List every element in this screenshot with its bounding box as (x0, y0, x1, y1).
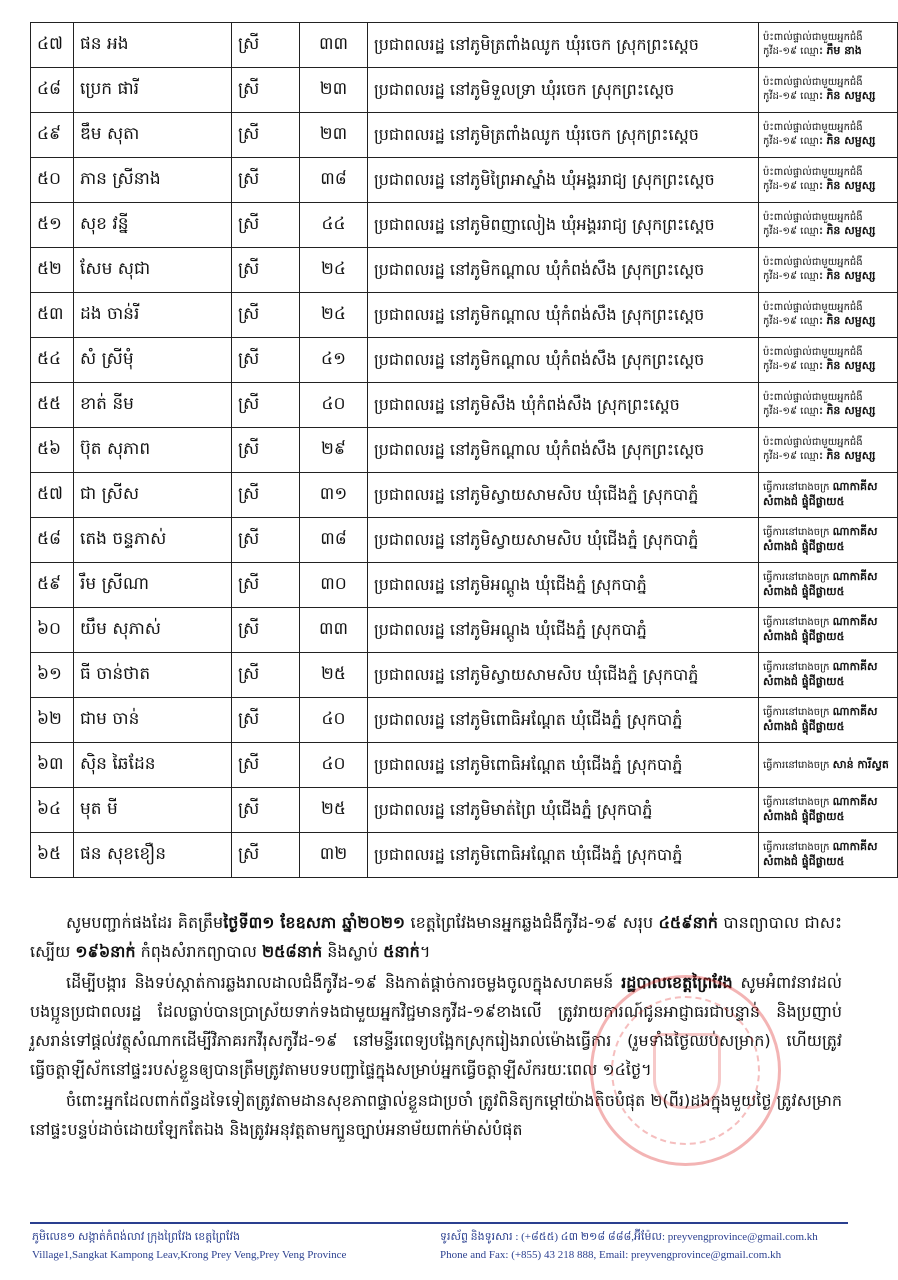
table-row (31, 203, 898, 248)
case-sex: ស្រី (232, 158, 300, 203)
case-age: ៣២ (300, 833, 368, 878)
case-age: ៣៣ (300, 23, 368, 68)
note-text: ប៉ះពាល់ផ្ទាល់ជាមួយអ្នកជំងឺ កូវីដ-១៩ ឈ្មោះ (763, 436, 863, 463)
case-age: ៤០ (300, 383, 368, 428)
table-row (31, 518, 898, 563)
case-number: ៦០ (31, 608, 74, 653)
case-number: ៤៨ (31, 68, 74, 113)
case-address: ប្រជាពលរដ្ឋ នៅភូមិអណ្ដូង ឃុំជើងភ្នំ ស្រុកបាភ្នំ (368, 608, 759, 653)
case-address: ប្រជាពលរដ្ឋ នៅភូមិកណ្ដាល ឃុំកំពង់សឹង ស្រុកព្រះស្ដេច (368, 293, 759, 338)
case-sex: ស្រី (232, 113, 300, 158)
table-row (31, 428, 898, 473)
recovered-count: ១៩៦នាក់ (75, 942, 136, 961)
case-name: សំ ស្រីមុំ (74, 338, 232, 383)
summary-text: សូមបញ្ជាក់ផងដែរ គិតត្រឹម (66, 913, 224, 932)
case-sex: ស្រី (232, 608, 300, 653)
case-number: ៦៣ (31, 743, 74, 788)
case-name: ដង ចាន់រី (74, 293, 232, 338)
case-sex: ស្រី (232, 293, 300, 338)
table-row (31, 563, 898, 608)
note-text: ធ្វើការនៅរោងចក្រ (763, 572, 830, 584)
table-row (31, 23, 898, 68)
case-name: សែម សុជា (74, 248, 232, 293)
note-text: ប៉ះពាល់ផ្ទាល់ជាមួយអ្នកជំងឺ កូវីដ-១៩ ឈ្មោះ (763, 121, 863, 148)
case-age: ៤០ (300, 698, 368, 743)
note-source: ភិន សម្ផស្ស (826, 179, 876, 193)
note-source: ណាកាគីស សំពាងជំ ផ្ទុំជីផ្លាយ៥ (763, 480, 878, 508)
table-row (31, 653, 898, 698)
treating-count: ២៥៨នាក់ (261, 942, 323, 961)
provincial-administration: រដ្ឋបាលខេត្តព្រៃវែង (621, 973, 733, 992)
case-contact-note (759, 653, 898, 698)
case-name: រឹម ស្រីណា (74, 563, 232, 608)
case-number: ៥៤ (31, 338, 74, 383)
case-contact-note (759, 473, 898, 518)
case-contact-note (759, 203, 898, 248)
footer-divider (30, 1222, 848, 1224)
note-text: ប៉ះពាល់ផ្ទាល់ជាមួយអ្នកជំងឺ កូវីដ-១៩ ឈ្មោះ (763, 166, 863, 193)
note-text: ធ្វើការនៅរោងចក្រ (763, 482, 830, 494)
summary-paragraph (30, 908, 842, 966)
case-contact-note (759, 113, 898, 158)
summary-date: ថ្ងៃទី៣១ ខែឧសភា ឆ្នាំ២០២១ (223, 913, 406, 932)
appeal-text: សូមអំពាវនាវដល់ បងប្អូនប្រជាពលរដ្ឋ ដែលធ្លាប់បានប្រាស្រ័យទាក់ទងជាមួយអ្នកវិជ្ជមានកូវីដ-១៩ខាងលើ ត្រូវរាយការណ៍ជូនអាជ្ញាធរជាបន្ទាន់ និងប្រញាប់រួសរាន់ទៅផ្ដល់វត្ថុសំណាកដើម្បីវិភាគរកវីរុសកូវីដ-១៩ នៅមន្ទីរពេទ្យបង្អែកស្រុករៀងរាល់ម៉ោងធ្វើការ (រួមទាំងថ្ងៃឈប់សម្រាក) ហើយត្រូវធ្វើចត្តាឡីស័កនៅផ្ទះរបស់ខ្លួនឲ្យបានត្រឹមត្រូវតាមបទបញ្ជាផ្ទៃក្នុងសម្រាប់អ្នកធ្វើចត្តាឡីស័ករយៈពេល ១៤ថ្ងៃ។ (30, 973, 843, 1079)
table-row (31, 608, 898, 653)
note-source: ណាកាគីស សំពាងជំ ផ្ទុំជីផ្លាយ៥ (763, 660, 878, 688)
table-row (31, 248, 898, 293)
case-name: ផន សុខខឿន (74, 833, 232, 878)
case-age: ៣៨ (300, 518, 368, 563)
case-name: ជាម ចាន់ (74, 698, 232, 743)
appeal-text: ដើម្បីបង្ការ និងទប់ស្កាត់ការឆ្លងរាលដាលជំងឺកូវីដ-១៩ និងកាត់ផ្ដាច់ការចម្លងចូលក្នុងសហគមន៍ (66, 973, 622, 992)
note-source: ណាកាគីស សំពាងជំ ផ្ទុំជីផ្លាយ៥ (763, 840, 878, 868)
case-number: ៥៥ (31, 383, 74, 428)
case-sex: ស្រី (232, 203, 300, 248)
case-address: ប្រជាពលរដ្ឋ នៅភូមិស្វាយសាមសិប ឃុំជើងភ្នំ ស្រុកបាភ្នំ (368, 473, 759, 518)
table-row (31, 338, 898, 383)
case-name: ផន អង (74, 23, 232, 68)
case-name: ស៊ិន ឆៃដែន (74, 743, 232, 788)
case-sex: ស្រី (232, 833, 300, 878)
body-text (30, 908, 842, 1146)
case-sex: ស្រី (232, 698, 300, 743)
note-text: ធ្វើការនៅរោងចក្រ (763, 617, 830, 629)
note-text: ប៉ះពាល់ផ្ទាល់ជាមួយអ្នកជំងឺ កូវីដ-១៩ ឈ្មោះ (763, 256, 863, 283)
case-sex: ស្រី (232, 563, 300, 608)
table-row (31, 743, 898, 788)
case-name: ភាន ស្រីនាង (74, 158, 232, 203)
note-source: ភិន សម្ផស្ស (826, 359, 876, 373)
case-contact-note (759, 68, 898, 113)
note-text: ប៉ះពាល់ផ្ទាល់ជាមួយអ្នកជំងឺ កូវីដ-១៩ ឈ្មោះ (763, 301, 863, 328)
case-address: ប្រជាពលរដ្ឋ នៅភូមិត្រពាំងឈូក ឃុំរចេក ស្រុកព្រះស្ដេច (368, 23, 759, 68)
case-sex: ស្រី (232, 23, 300, 68)
case-age: ២៩ (300, 428, 368, 473)
case-number: ៥០ (31, 158, 74, 203)
table-row (31, 158, 898, 203)
note-text: ប៉ះពាល់ផ្ទាល់ជាមួយអ្នកជំងឺ កូវីដ-១៩ ឈ្មោះ (763, 76, 863, 103)
case-contact-note (759, 23, 898, 68)
case-number: ៥៨ (31, 518, 74, 563)
case-age: ៤០ (300, 743, 368, 788)
note-source: ភិន សម្ផស្ស (826, 224, 876, 238)
death-count: ៥នាក់ (383, 942, 420, 961)
table-row (31, 473, 898, 518)
case-sex: ស្រី (232, 473, 300, 518)
case-age: ២៥ (300, 788, 368, 833)
footer-address (32, 1228, 432, 1264)
case-age: ៣៣ (300, 608, 368, 653)
case-name: ធី ចាន់ថាត (74, 653, 232, 698)
case-contact-note (759, 338, 898, 383)
cases-table-body (31, 23, 898, 878)
summary-text: កំពុងសំរាកព្យាបាល (135, 942, 262, 961)
case-number: ៦២ (31, 698, 74, 743)
case-sex: ស្រី (232, 788, 300, 833)
case-contact-note (759, 563, 898, 608)
case-contact-note (759, 833, 898, 878)
table-row (31, 383, 898, 428)
case-age: ៤១ (300, 338, 368, 383)
case-address: ប្រជាពលរដ្ឋ នៅភូមិត្រពាំងឈូក ឃុំរចេក ស្រុកព្រះស្ដេច (368, 113, 759, 158)
case-address: ប្រជាពលរដ្ឋ នៅភូមិកណ្ដាល ឃុំកំពង់សឹង ស្រុកព្រះស្ដេច (368, 428, 759, 473)
case-age: ៤៤ (300, 203, 368, 248)
case-number: ៥២ (31, 248, 74, 293)
case-sex: ស្រី (232, 518, 300, 563)
case-name: យឹម សុភាស់ (74, 608, 232, 653)
case-name: តេង ចន្ទភាស់ (74, 518, 232, 563)
case-sex: ស្រី (232, 428, 300, 473)
case-contact-note (759, 518, 898, 563)
case-address: ប្រជាពលរដ្ឋ នៅភូមិកណ្ដាល ឃុំកំពង់សឹង ស្រុកព្រះស្ដេច (368, 248, 759, 293)
appeal-paragraph (30, 968, 842, 1084)
case-sex: ស្រី (232, 338, 300, 383)
case-address: ប្រជាពលរដ្ឋ នៅភូមិពញាលៀង ឃុំអង្គររាជ្យ ស្រុកព្រះស្ដេច (368, 203, 759, 248)
table-row (31, 113, 898, 158)
note-source: ភិន សម្ផស្ស (826, 89, 876, 103)
summary-text: បានព្យាបាល ជាសះស្បើយ (30, 913, 843, 961)
case-address: ប្រជាពលរដ្ឋ នៅភូមិពោធិអណ្ដែត ឃុំជើងភ្នំ ស្រុកបាភ្នំ (368, 743, 759, 788)
case-address: ប្រជាពលរដ្ឋ នៅភូមិមាត់ព្រៃ ឃុំជើងភ្នំ ស្រុកបាភ្នំ (368, 788, 759, 833)
summary-text: ។ (419, 942, 431, 961)
case-number: ៥១ (31, 203, 74, 248)
note-text: ប៉ះពាល់ផ្ទាល់ជាមួយអ្នកជំងឺ កូវីដ-១៩ ឈ្មោះ (763, 31, 863, 58)
note-text: ធ្វើការនៅរោងចក្រ (763, 707, 830, 719)
case-number: ៦១ (31, 653, 74, 698)
case-contact-note (759, 293, 898, 338)
case-number: ៥៩ (31, 563, 74, 608)
case-contact-note (759, 428, 898, 473)
case-name: ឌឹម សុតា (74, 113, 232, 158)
case-contact-note (759, 698, 898, 743)
table-row (31, 833, 898, 878)
case-age: ២៣ (300, 113, 368, 158)
case-age: ២៤ (300, 293, 368, 338)
case-age: ២៤ (300, 248, 368, 293)
note-text: ប៉ះពាល់ផ្ទាល់ជាមួយអ្នកជំងឺ កូវីដ-១៩ ឈ្មោះ (763, 211, 863, 238)
case-name: ខាត់ នីម (74, 383, 232, 428)
note-source: ភិន សម្ផស្ស (826, 404, 876, 418)
note-text: ធ្វើការនៅរោងចក្រ (763, 662, 830, 674)
note-text: ប៉ះពាល់ផ្ទាល់ជាមួយអ្នកជំងឺ កូវីដ-១៩ ឈ្មោះ (763, 346, 863, 373)
case-address: ប្រជាពលរដ្ឋ នៅភូមិកណ្ដាល ឃុំកំពង់សឹង ស្រុកព្រះស្ដេច (368, 338, 759, 383)
note-source: ណាកាគីស សំពាងជំ ផ្ទុំជីផ្លាយ៥ (763, 795, 878, 823)
case-number: ៥៦ (31, 428, 74, 473)
case-age: ៣០ (300, 563, 368, 608)
case-sex: ស្រី (232, 743, 300, 788)
case-number: ៥៣ (31, 293, 74, 338)
case-age: ៣៨ (300, 158, 368, 203)
case-address: ប្រជាពលរដ្ឋ នៅភូមិពោធិអណ្ដែត ឃុំជើងភ្នំ ស្រុកបាភ្នំ (368, 833, 759, 878)
note-source: ភិន សម្ផស្ស (826, 449, 876, 463)
note-source: ណាកាគីស សំពាងជំ ផ្ទុំជីផ្លាយ៥ (763, 615, 878, 643)
case-address: ប្រជាពលរដ្ឋ នៅភូមិអណ្ដូង ឃុំជើងភ្នំ ស្រុកបាភ្នំ (368, 563, 759, 608)
note-source: ភឹម នាង (826, 44, 862, 58)
case-age: ២៣ (300, 68, 368, 113)
footer-contact-en: Phone and Fax: (+855) 43 218 888, Email: preyvengprovince@gmail.com.kh (440, 1249, 782, 1261)
note-text: ប៉ះពាល់ផ្ទាល់ជាមួយអ្នកជំងឺ កូវីដ-១៩ ឈ្មោះ (763, 391, 863, 418)
case-address: ប្រជាពលរដ្ឋ នៅភូមិពោធិអណ្ដែត ឃុំជើងភ្នំ ស្រុកបាភ្នំ (368, 698, 759, 743)
note-text: ធ្វើការនៅរោងចក្រ (763, 527, 830, 539)
case-address: ប្រជាពលរដ្ឋ នៅភូមិស្វាយសាមសិប ឃុំជើងភ្នំ ស្រុកបាភ្នំ (368, 653, 759, 698)
note-text: ធ្វើការនៅរោងចក្រ (763, 797, 830, 809)
note-source: ភិន សម្ផស្ស (826, 134, 876, 148)
total-cases: ៤៥៩នាក់ (658, 913, 718, 932)
case-contact-note (759, 743, 898, 788)
note-source: ណាកាគីស សំពាងជំ ផ្ទុំជីផ្លាយ៥ (763, 570, 878, 598)
summary-text: ខេត្តព្រៃវែងមានអ្នកឆ្លងជំងឺកូវីដ-១៩ សរុប (405, 913, 659, 932)
guidance-paragraph: ចំពោះអ្នកដែលពាក់ព័ន្ធដទៃទៀតត្រូវតាមដានសុខភាពផ្ទាល់ខ្លួនជាប្រចាំ ត្រូវពិនិត្យកម្ដៅយ៉ាងតិចបំផុត ២(ពីរ)ដងក្នុងមួយថ្ងៃ ត្រូវសម្រាកនៅផ្ទះបន្ទប់ដាច់ដោយឡែកតែឯង និងត្រូវអនុវត្តតាមក្បួនច្បាប់អនាម័យពាក់ម៉ាស់បំផុត (30, 1091, 842, 1139)
case-contact-note (759, 383, 898, 428)
case-name: សុខ វន្នី (74, 203, 232, 248)
table-row (31, 788, 898, 833)
note-text: ធ្វើការនៅរោងចក្រ (763, 842, 830, 854)
case-sex: ស្រី (232, 68, 300, 113)
case-contact-note (759, 608, 898, 653)
note-source: ភិន សម្ផស្ស (826, 269, 876, 283)
case-sex: ស្រី (232, 653, 300, 698)
case-sex: ស្រី (232, 383, 300, 428)
case-number: ៥៧ (31, 473, 74, 518)
case-name: ជា ស្រីស (74, 473, 232, 518)
case-name: ប្រេក ផារី (74, 68, 232, 113)
case-name: ប៊ុត សុភាព (74, 428, 232, 473)
footer-contact-km: ទូរស័ព្ទ និងទូរសារ : (+៨៥៥) ៤៣ ២១៨ ៨៨៨,អ៊ីម៉ែល: preyvengprovince@gmail.com.kh (440, 1231, 818, 1243)
footer-contact (440, 1228, 860, 1264)
note-source: ណាកាគីស សំពាងជំ ផ្ទុំជីផ្លាយ៥ (763, 705, 878, 733)
case-age: ២៥ (300, 653, 368, 698)
note-source: សាន់ ការីស្វត (832, 757, 889, 771)
case-address: ប្រជាពលរដ្ឋ នៅភូមិព្រៃអាស្នាំង ឃុំអង្គររាជ្យ ស្រុកព្រះស្ដេច (368, 158, 759, 203)
case-contact-note (759, 158, 898, 203)
note-text: ធ្វើការនៅរោងចក្រ (763, 759, 830, 771)
footer-address-en: Village1,Sangkat Kampong Leav,Krong Prey Veng,Prey Veng Province (32, 1249, 347, 1261)
table-row (31, 293, 898, 338)
case-age: ៣១ (300, 473, 368, 518)
summary-text: និងស្លាប់ (322, 942, 384, 961)
note-source: ភិន សម្ផស្ស (826, 314, 876, 328)
case-address: ប្រជាពលរដ្ឋ នៅភូមិទួលទ្រា ឃុំរចេក ស្រុកព្រះស្ដេច (368, 68, 759, 113)
case-sex: ស្រី (232, 248, 300, 293)
note-source: ណាកាគីស សំពាងជំ ផ្ទុំជីផ្លាយ៥ (763, 525, 878, 553)
table-row (31, 68, 898, 113)
case-contact-note (759, 788, 898, 833)
cases-table (30, 22, 898, 878)
case-number: ៤៩ (31, 113, 74, 158)
footer-address-km: ភូមិលេខ១ សង្កាត់កំពង់លាវ ក្រុងព្រៃវែង ខេត្តព្រៃវែង (32, 1231, 240, 1243)
case-address: ប្រជាពលរដ្ឋ នៅភូមិសឹង ឃុំកំពង់សឹង ស្រុកព្រះស្ដេច (368, 383, 759, 428)
case-number: ៦៥ (31, 833, 74, 878)
case-number: ៦៤ (31, 788, 74, 833)
case-number: ៤៧ (31, 23, 74, 68)
case-address: ប្រជាពលរដ្ឋ នៅភូមិស្វាយសាមសិប ឃុំជើងភ្នំ ស្រុកបាភ្នំ (368, 518, 759, 563)
table-row (31, 698, 898, 743)
case-contact-note (759, 248, 898, 293)
case-name: មុត មី (74, 788, 232, 833)
